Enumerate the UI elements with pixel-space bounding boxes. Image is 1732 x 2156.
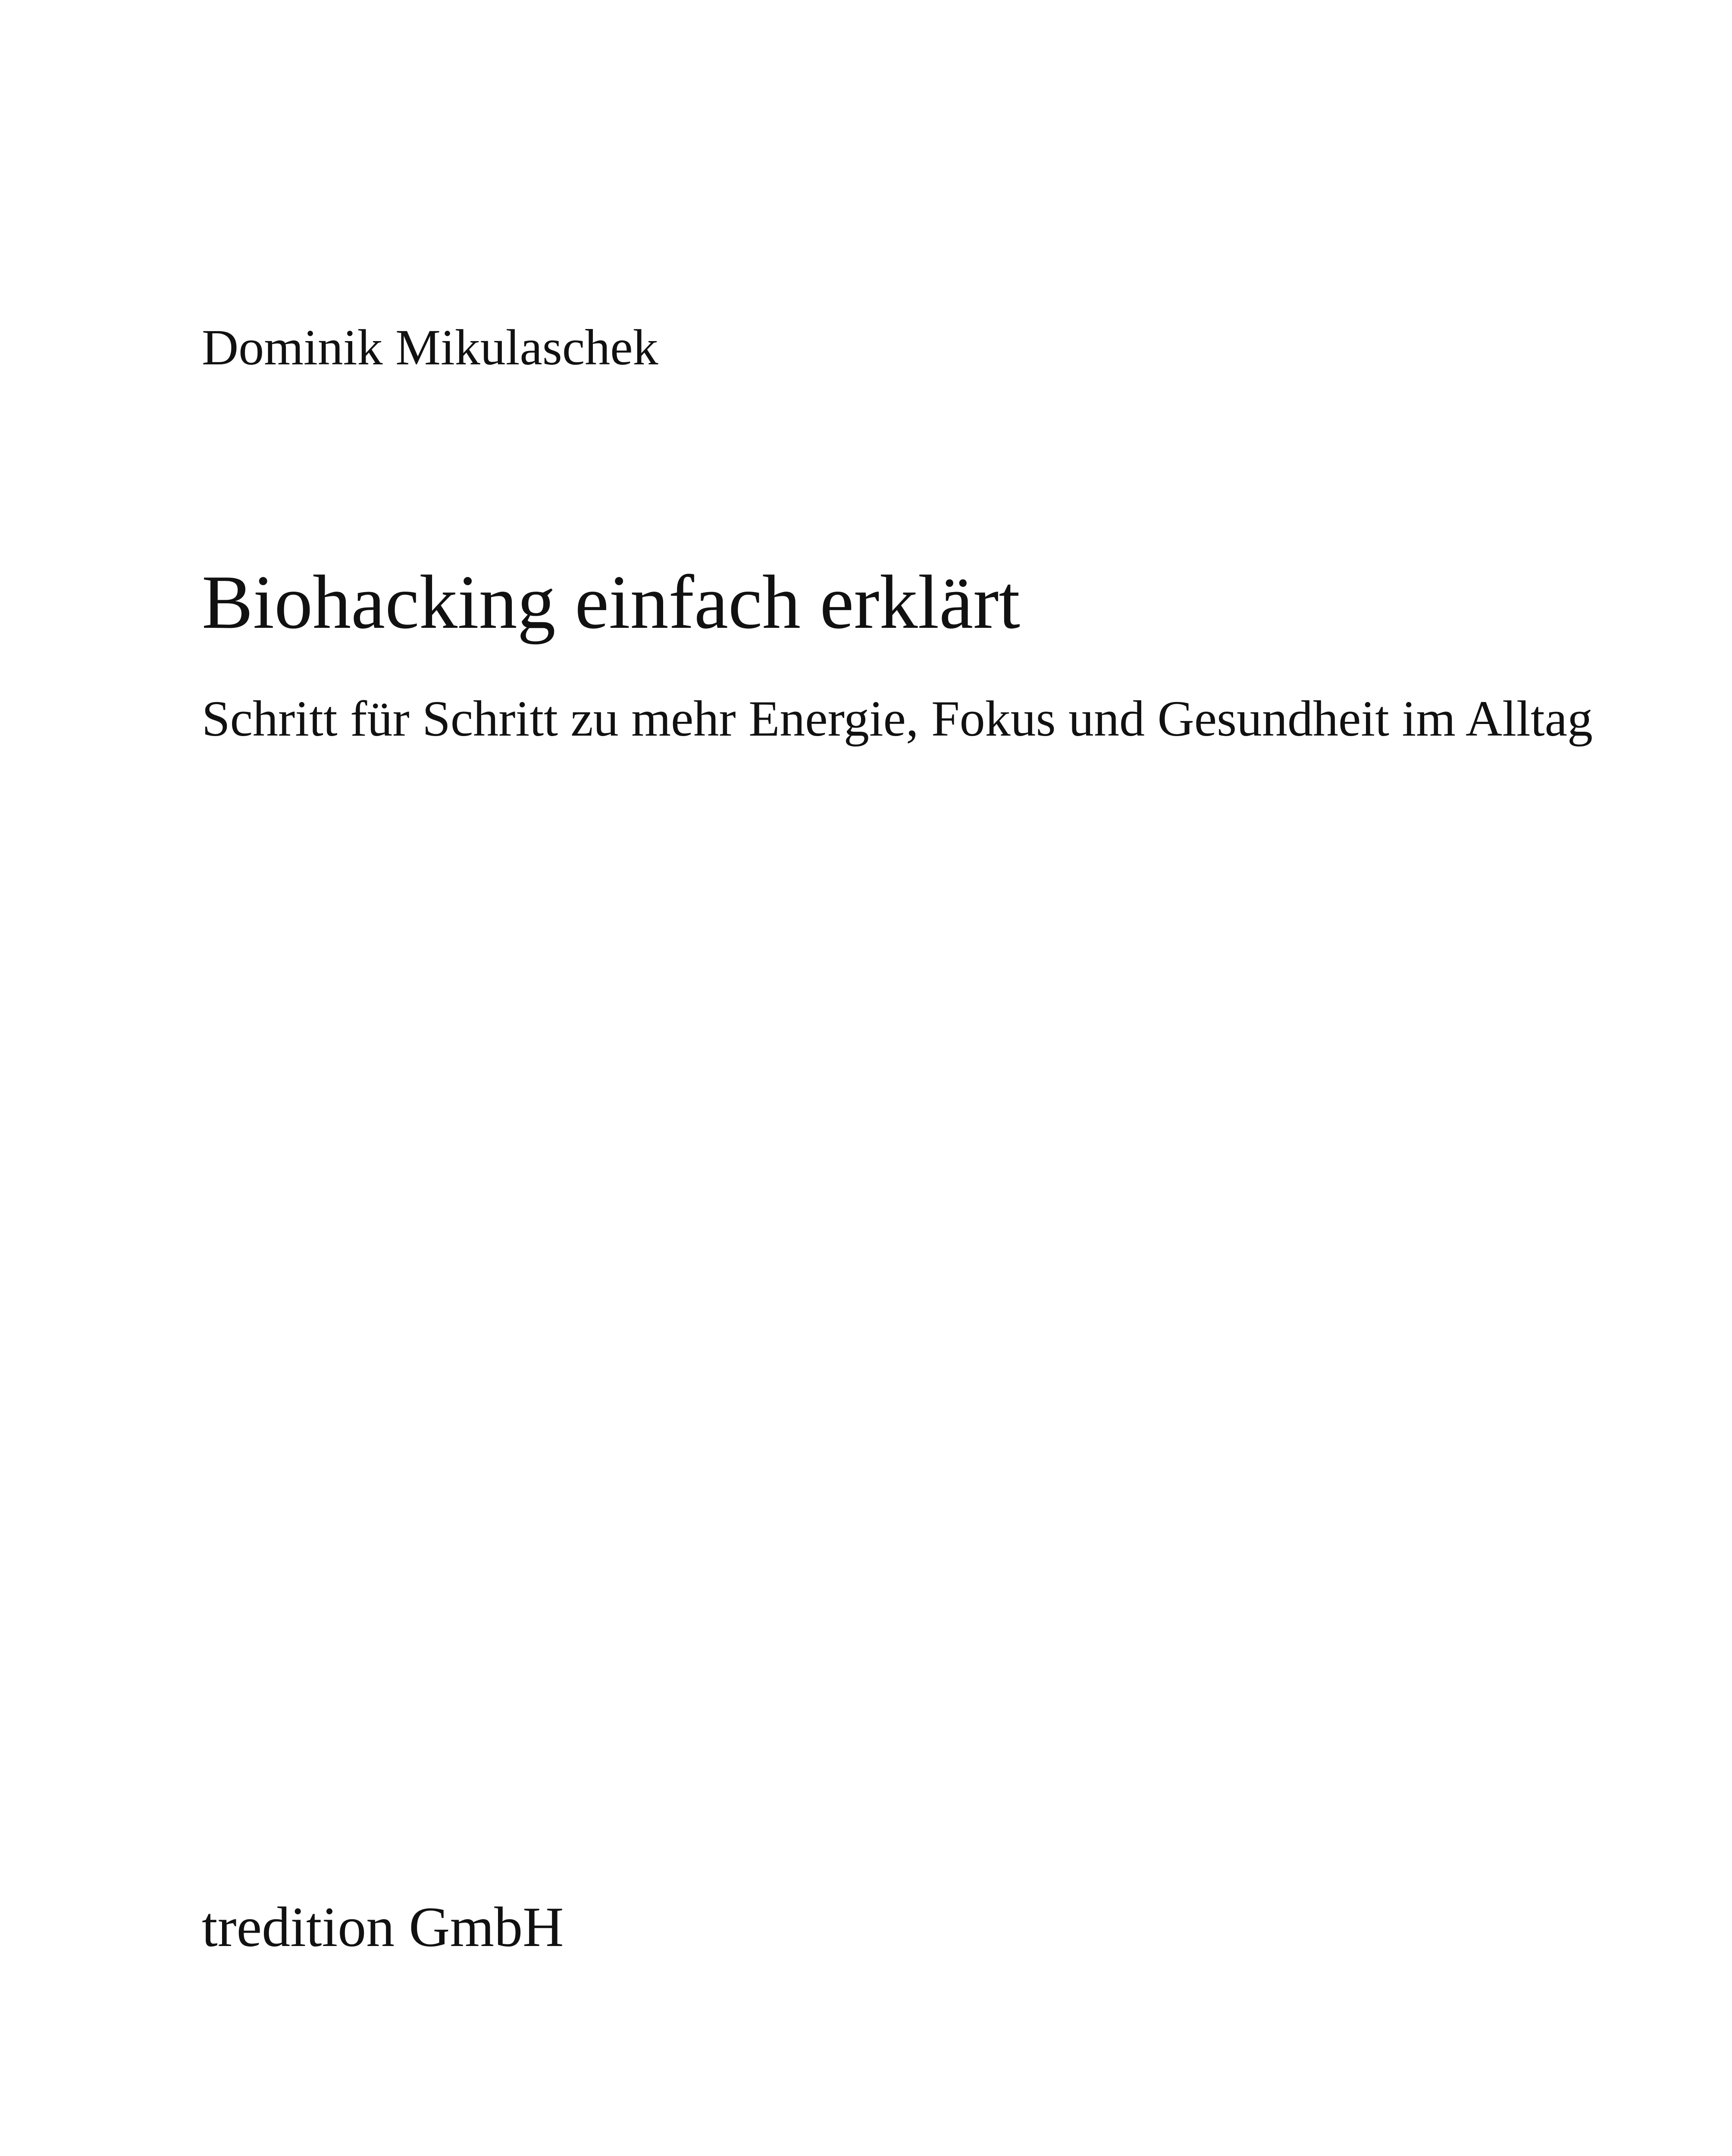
book-subtitle: Schritt für Schritt zu mehr Energie, Fokus und Gesundheit im Alltag <box>202 690 1593 747</box>
publisher-name: tredition GmbH <box>202 1895 564 1959</box>
book-title: Biohacking einfach erklärt <box>202 559 1020 645</box>
author-name: Dominik Mikulaschek <box>202 319 658 376</box>
